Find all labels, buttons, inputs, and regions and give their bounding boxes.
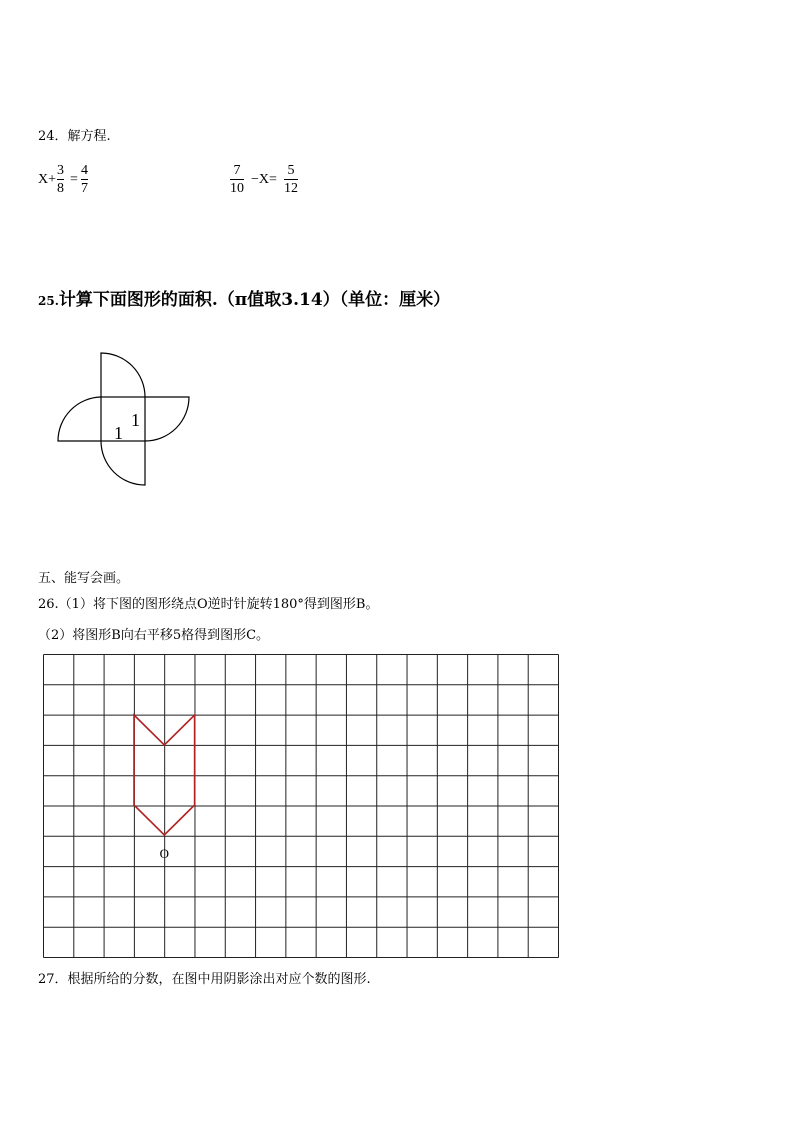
q25-heading: 计算下面图形的面积.（π值取3.14）（单位：厘米）: [58, 290, 451, 310]
grid-lines: [44, 655, 559, 958]
fraction-numerator: 7: [233, 163, 241, 178]
fraction-numerator: 3: [57, 163, 64, 178]
side-label-right: 1: [131, 410, 140, 430]
q25-title: [38, 285, 450, 310]
fraction-denominator: 8: [57, 181, 64, 196]
side-label-bottom: 1: [114, 423, 123, 443]
eq1-prefix: X+: [38, 172, 57, 187]
eq2-middle: −X=: [251, 172, 277, 187]
eq1-fraction-1: [57, 162, 64, 197]
eq2-fraction-1: [230, 162, 244, 197]
fraction-denominator: 12: [284, 181, 298, 196]
section5-heading: 五、能写会画。: [38, 571, 130, 586]
eq1-fraction-2: [81, 162, 88, 197]
q24-heading: 24．解方程.: [38, 129, 111, 144]
semicircle-top: [101, 353, 145, 397]
fraction-numerator: 5: [287, 163, 295, 178]
semicircle-right: [145, 397, 189, 441]
q25-number: 25.: [38, 294, 59, 308]
eq1-equals: =: [70, 172, 78, 187]
q27-heading: 27．根据所给的分数，在图中用阴影涂出对应个数的图形.: [38, 972, 371, 987]
q26-part1: 26.（1）将下图的图形绕点O逆时针旋转180°得到图形B。: [38, 597, 379, 612]
fraction-denominator: 7: [81, 181, 88, 196]
semicircle-left: [58, 397, 101, 441]
eq2-fraction-2: [284, 162, 298, 197]
fraction-denominator: 10: [230, 181, 244, 196]
semicircle-bottom: [101, 441, 145, 485]
fraction-numerator: 4: [81, 163, 88, 178]
pinwheel-figure: [55, 350, 195, 490]
q26-part2: （2）将图形B向右平移5格得到图形C。: [38, 628, 270, 643]
drawing-grid: [43, 654, 559, 958]
point-o-label: O: [159, 846, 169, 861]
